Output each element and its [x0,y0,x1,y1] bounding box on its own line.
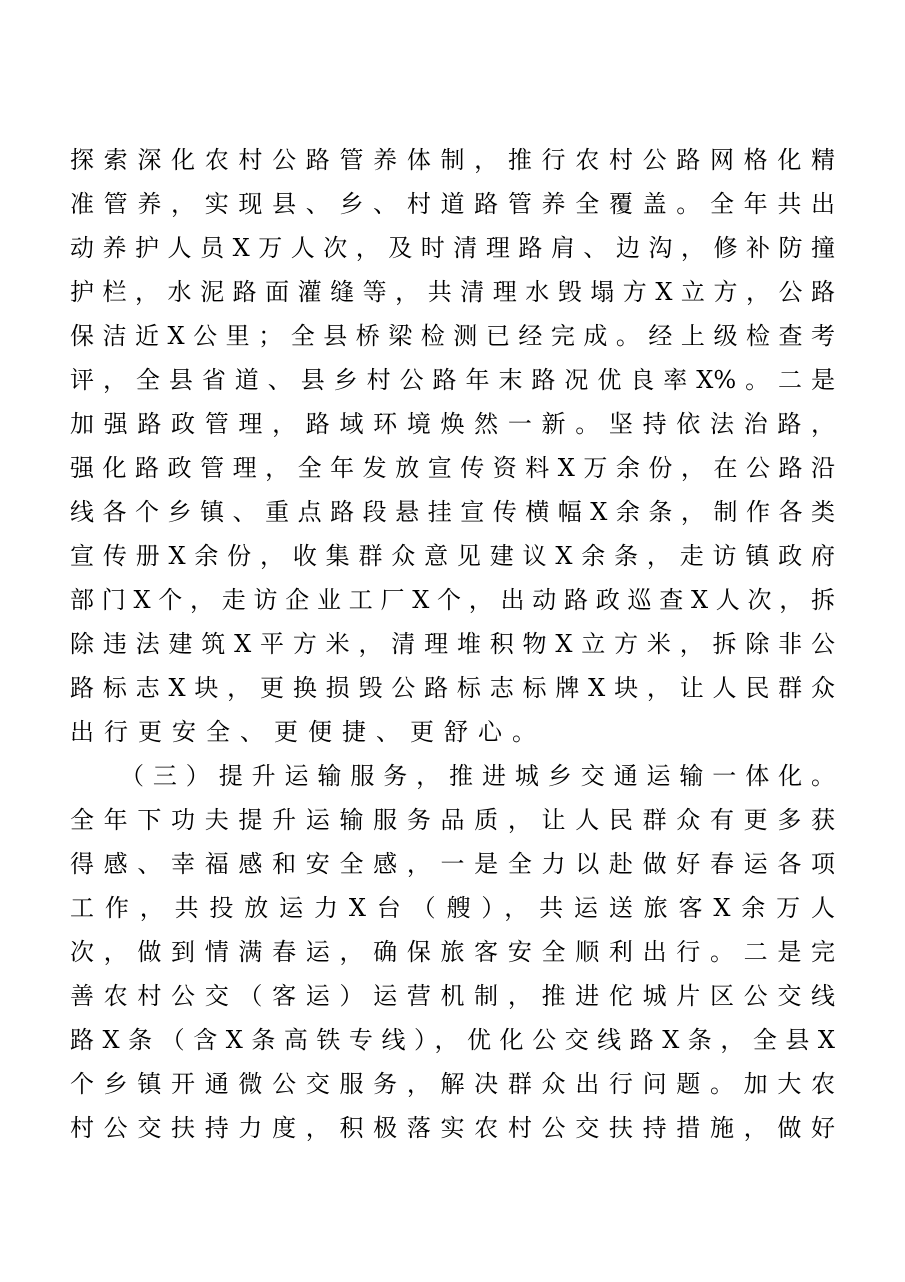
text-line: 准管养，实现县、乡、村道路管养全覆盖。全年共出 [70,190,835,218]
paragraph-1 [70,138,835,754]
text-line: 个乡镇开通微公交服务，解决群众出行问题。加大农 [70,1070,835,1098]
text-line: 善农村公交（客运）运营机制，推进佗城片区公交线 [70,982,835,1010]
text-line: 探索深化农村公路管养体制，推行农村公路网格化精 [70,146,835,174]
text-line: 部门X个，走访企业工厂X个，出动路政巡查X人次，拆 [70,586,835,614]
text-line: 加强路政管理，路域环境焕然一新。坚持依法治路， [70,410,835,438]
section-heading-line: （三）提升运输服务，推进城乡交通运输一体化。 [120,762,835,790]
text-line: 评，全县省道、县乡村公路年末路况优良率X%。二是 [70,366,835,394]
text-line: 护栏，水泥路面灌缝等，共清理水毁塌方X立方，公路 [70,278,835,306]
document-body [70,138,835,1150]
text-line: 线各个乡镇、重点路段悬挂宣传横幅X余条，制作各类 [70,498,835,526]
text-line: 路X条（含X条高铁专线），优化公交线路X条，全县X [70,1026,835,1054]
text-line: 动养护人员X万人次，及时清理路肩、边沟，修补防撞 [70,234,835,262]
paragraph-2 [70,754,835,1150]
text-line: 除违法建筑X平方米，清理堆积物X立方米，拆除非公 [70,630,835,658]
text-line: 全年下功夫提升运输服务品质，让人民群众有更多获 [70,806,835,834]
text-line: 工作，共投放运力X台（艘），共运送旅客X余万人 [70,894,835,922]
text-line: 强化路政管理，全年发放宣传资料X万余份，在公路沿 [70,454,835,482]
text-line: 路标志X块，更换损毁公路标志标牌X块，让人民群众 [70,674,835,702]
text-line: 保洁近X公里；全县桥梁检测已经完成。经上级检查考 [70,322,835,350]
text-line: 出行更安全、更便捷、更舒心。 [70,718,546,746]
text-line: 村公交扶持力度，积极落实农村公交扶持措施，做好 [70,1114,835,1142]
text-line: 得感、幸福感和安全感，一是全力以赴做好春运各项 [70,850,835,878]
text-line: 宣传册X余份，收集群众意见建议X余条，走访镇政府 [70,542,835,570]
text-line: 次，做到情满春运，确保旅客安全顺利出行。二是完 [70,938,835,966]
